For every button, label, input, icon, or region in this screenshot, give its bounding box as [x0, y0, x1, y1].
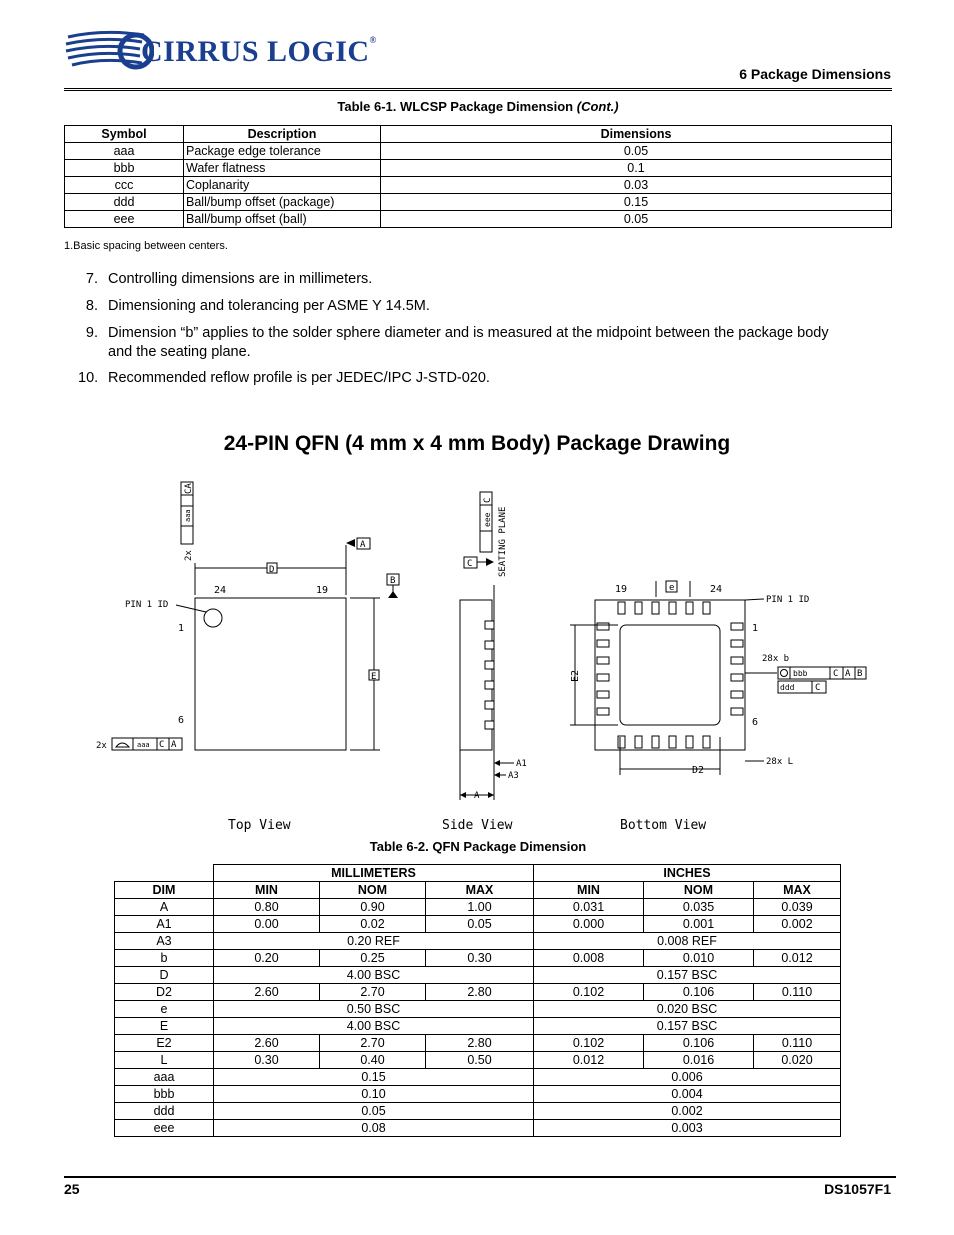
table2-cell-value: 0.000: [534, 916, 644, 933]
table2-col-dim: DIM: [115, 882, 214, 899]
side-datum-c-label: C: [467, 559, 473, 569]
bottom-fcf-a1: A: [845, 669, 851, 679]
side-seating-plane: SEATING PLANE: [498, 506, 508, 577]
bottom-dim-e2-label: E2: [570, 669, 581, 682]
table2-col-mm-max: MAX: [426, 882, 534, 899]
table2-cell-dim: L: [115, 1052, 214, 1069]
table2-cell-merged-in: 0.006: [534, 1069, 841, 1086]
table2-cell-value: 2.70: [320, 1035, 426, 1052]
table2-cell-merged-in: 0.008 REF: [534, 933, 841, 950]
table2-row: [115, 1120, 841, 1137]
table2-caption: Table 6-2. QFN Package Dimension: [369, 839, 587, 854]
table2-cell-value: 0.90: [320, 899, 426, 916]
table1-header-row: [65, 126, 892, 143]
drawing-title: 24-PIN QFN (4 mm x 4 mm Body) Package Drawing: [223, 432, 731, 455]
table1-row: [65, 143, 892, 160]
table1-cell-symbol: eee: [65, 211, 184, 228]
table2-cell-dim: ddd: [115, 1103, 214, 1120]
doc-id: DS1057F1: [824, 1181, 891, 1197]
table1-cell-symbol: bbb: [65, 160, 184, 177]
table2-cell-value: 2.60: [214, 1035, 320, 1052]
page-number: 25: [64, 1181, 80, 1197]
top-fcf-vertical-ca: CA: [184, 483, 194, 494]
table2-row: [115, 1001, 841, 1018]
table2-cell-value: 0.50: [426, 1052, 534, 1069]
table2-cell-merged-mm: 0.10: [214, 1086, 534, 1103]
table1-cell-description: Package edge tolerance: [184, 143, 381, 160]
table2-cell-value: 2.80: [426, 1035, 534, 1052]
table1-cell-symbol: ddd: [65, 194, 184, 211]
table1-footnote: 1.Basic spacing between centers.: [64, 240, 228, 252]
table1-row: [65, 160, 892, 177]
table2-cell-dim: D: [115, 967, 214, 984]
note-number: 8.: [85, 298, 98, 314]
table1-cell-symbol: aaa: [65, 143, 184, 160]
table1-cell-description: Ball/bump offset (ball): [184, 211, 381, 228]
note-text: Dimensioning and tolerancing per ASME Y 14.5M.: [108, 298, 430, 314]
table2-cell-value: 0.110: [754, 984, 841, 1001]
table2-row: [115, 984, 841, 1001]
logo-text: CIRRUS LOGIC: [141, 35, 370, 68]
bottom-view-label: Bottom View: [620, 818, 707, 833]
table1-cell-symbol: ccc: [65, 177, 184, 194]
table2-row: [115, 1103, 841, 1120]
top-pin6-label: 6: [178, 715, 185, 726]
footer-rule: [64, 1176, 896, 1178]
table2-cell-value: 2.70: [320, 984, 426, 1001]
table2-cell-dim: E2: [115, 1035, 214, 1052]
header-rule: [64, 88, 892, 91]
bottom-pin6-label: 6: [752, 717, 759, 728]
table2-cell-value: 0.016: [644, 1052, 754, 1069]
table2-row: [115, 1018, 841, 1035]
table2-cell-dim: E: [115, 1018, 214, 1035]
bottom-fcf-c2: C: [815, 683, 821, 693]
table2-cell-dim: A: [115, 899, 214, 916]
top-fcf-horiz-c: C: [159, 740, 165, 750]
table2-cell-merged-mm: 4.00 BSC: [214, 1018, 534, 1035]
top-dim-d-label: D: [269, 565, 275, 575]
table2-cell-value: 0.102: [534, 1035, 644, 1052]
bottom-fcf-ddd: ddd: [780, 683, 795, 692]
table2-col-mm-min: MIN: [214, 882, 320, 899]
table2-cell-merged-in: 0.020 BSC: [534, 1001, 841, 1018]
table2-cell-dim: e: [115, 1001, 214, 1018]
table1-cell-dimension: 0.15: [381, 194, 892, 211]
table2-cell-merged-in: 0.003: [534, 1120, 841, 1137]
table2-col-mm-nom: NOM: [320, 882, 426, 899]
table2-cell-value: 0.30: [214, 1052, 320, 1069]
top-fcf-vertical-2x: 2x: [184, 550, 194, 561]
table2-cell-value: 0.00: [214, 916, 320, 933]
side-fcf-c: C: [483, 497, 493, 503]
top-datum-a-label: A: [360, 540, 366, 550]
table2-cell-value: 0.110: [754, 1035, 841, 1052]
table2-row: [115, 916, 841, 933]
table2-cell-merged-mm: 0.15: [214, 1069, 534, 1086]
top-view: [96, 482, 399, 833]
table1-cell-dimension: 0.1: [381, 160, 892, 177]
table1-row: [65, 211, 892, 228]
table2-cell-dim: b: [115, 950, 214, 967]
bottom-28x-l-label: 28x L: [766, 757, 794, 767]
table2-col-in-min: MIN: [534, 882, 644, 899]
package-drawing: [0, 475, 954, 835]
table2-cell-value: 0.008: [534, 950, 644, 967]
table1-col-description: Description: [184, 126, 381, 143]
top-view-label: Top View: [228, 818, 291, 833]
section-header: 6 Package Dimensions: [739, 66, 891, 82]
table2-cell-value: 0.80: [214, 899, 320, 916]
note-number: 9.: [85, 325, 98, 341]
table2-cell-dim: aaa: [115, 1069, 214, 1086]
table2-cell-merged-mm: 4.00 BSC: [214, 967, 534, 984]
table2-row: [115, 1035, 841, 1052]
table1-col-dimensions: Dimensions: [381, 126, 892, 143]
table2-row: [115, 967, 841, 984]
table2-cell-value: 0.001: [644, 916, 754, 933]
bottom-28x-b-label: 28x b: [762, 654, 790, 664]
table2-cell-value: 1.00: [426, 899, 534, 916]
table1: [64, 125, 892, 228]
bottom-fcf-c1: C: [833, 669, 839, 679]
bottom-pin24-label: 24: [710, 584, 723, 595]
table2-cell-merged-in: 0.157 BSC: [534, 967, 841, 984]
table2-cell-dim: eee: [115, 1120, 214, 1137]
bottom-dim-d2-label: D2: [692, 765, 705, 776]
table2-row: [115, 933, 841, 950]
side-view: [442, 492, 527, 833]
table2-cell-dim: A3: [115, 933, 214, 950]
note-text-cont: and the seating plane.: [108, 344, 251, 360]
table1-cell-dimension: 0.05: [381, 211, 892, 228]
top-datum-b-label: B: [390, 576, 396, 586]
table2-row: [115, 899, 841, 916]
note-text: Controlling dimensions are in millimeters.: [108, 271, 373, 287]
table2-cell-value: 0.012: [754, 950, 841, 967]
table1-caption: [64, 99, 892, 114]
top-fcf-vertical-aaa: aaa: [184, 509, 192, 522]
table2-cell-value: 0.010: [644, 950, 754, 967]
table2-cell-value: 0.035: [644, 899, 754, 916]
bottom-pin19-label: 19: [615, 584, 628, 595]
logo: [64, 27, 377, 77]
top-pin1-label: 1: [178, 623, 185, 634]
table1-cell-dimension: 0.03: [381, 177, 892, 194]
table2-cell-value: 0.106: [644, 984, 754, 1001]
table2: [114, 864, 841, 1137]
top-pin24-label: 24: [214, 585, 227, 596]
table2-cell-value: 0.020: [754, 1052, 841, 1069]
table2-cell-value: 2.80: [426, 984, 534, 1001]
table2-row: [115, 1086, 841, 1103]
bottom-fcf-b1: B: [857, 669, 863, 679]
table1-row: [65, 177, 892, 194]
table2-cell-merged-mm: 0.05: [214, 1103, 534, 1120]
note-text: Recommended reflow profile is per JEDEC/IPC J-STD-020.: [108, 370, 490, 386]
table2-cell-value: 0.02: [320, 916, 426, 933]
side-fcf-eee: eee: [483, 512, 492, 527]
table2-group-mm: MILLIMETERS: [214, 865, 534, 882]
table2-col-in-nom: NOM: [644, 882, 754, 899]
table2-header-row: [115, 882, 841, 899]
table2-row: [115, 1052, 841, 1069]
table2-cell-dim: D2: [115, 984, 214, 1001]
table2-group-in: INCHES: [534, 865, 841, 882]
table2-row: [115, 1069, 841, 1086]
table2-cell-merged-in: 0.004: [534, 1086, 841, 1103]
table2-cell-value: 0.30: [426, 950, 534, 967]
top-pin19-label: 19: [316, 585, 329, 596]
table2-cell-value: 0.20: [214, 950, 320, 967]
table2-cell-dim: bbb: [115, 1086, 214, 1103]
top-fcf-horiz-2x: 2x: [96, 741, 107, 751]
table2-cell-value: 0.039: [754, 899, 841, 916]
table2-cell-merged-mm: 0.08: [214, 1120, 534, 1137]
note-text: Dimension “b” applies to the solder sphere diameter and is measured at the midpoint between the package body: [108, 325, 829, 341]
table2-cell-dim: A1: [115, 916, 214, 933]
table1-cell-dimension: 0.05: [381, 143, 892, 160]
table2-cell-merged-in: 0.002: [534, 1103, 841, 1120]
table2-cell-merged-mm: 0.20 REF: [214, 933, 534, 950]
table2-cell-value: 0.106: [644, 1035, 754, 1052]
table2-empty-corner: [115, 865, 214, 882]
table1-cell-description: Ball/bump offset (package): [184, 194, 381, 211]
bottom-pin1-label: 1: [752, 623, 759, 634]
table2-cell-merged-mm: 0.50 BSC: [214, 1001, 534, 1018]
bottom-fcf-bbb: bbb: [793, 669, 808, 678]
table1-caption-cont: (Cont.): [576, 99, 619, 114]
side-a-label: A: [474, 791, 480, 801]
top-pin1-id-label: PIN 1 ID: [125, 600, 169, 610]
table2-cell-value: 0.002: [754, 916, 841, 933]
bottom-pin1-id-label: PIN 1 ID: [766, 595, 810, 605]
note-number: 7.: [85, 271, 98, 287]
logo-reg-mark: ®: [369, 35, 377, 45]
table2-cell-value: 0.102: [534, 984, 644, 1001]
top-dim-e-label: E: [371, 672, 377, 682]
table2-cell-value: 0.012: [534, 1052, 644, 1069]
note-number: 10.: [78, 370, 99, 386]
table2-cell-merged-in: 0.157 BSC: [534, 1018, 841, 1035]
table1-cell-description: Coplanarity: [184, 177, 381, 194]
table2-col-in-max: MAX: [754, 882, 841, 899]
table1-col-symbol: Symbol: [65, 126, 184, 143]
table2-cell-value: 0.40: [320, 1052, 426, 1069]
top-fcf-horiz-aaa: aaa: [137, 741, 150, 749]
bottom-view: [570, 581, 866, 833]
top-fcf-horiz-a: A: [171, 740, 177, 750]
side-view-label: Side View: [442, 818, 513, 833]
table2-row: [115, 950, 841, 967]
table2-cell-value: 0.25: [320, 950, 426, 967]
table2-cell-value: 2.60: [214, 984, 320, 1001]
side-a1-label: A1: [516, 759, 527, 769]
table1-caption-text: Table 6-1. WLCSP Package Dimension: [337, 99, 574, 114]
table1-cell-description: Wafer flatness: [184, 160, 381, 177]
table1-row: [65, 194, 892, 211]
bottom-dim-e-pitch: e: [669, 583, 675, 593]
table2-group-row: [115, 865, 841, 882]
side-a3-label: A3: [508, 771, 519, 781]
table2-cell-value: 0.031: [534, 899, 644, 916]
table2-cell-value: 0.05: [426, 916, 534, 933]
